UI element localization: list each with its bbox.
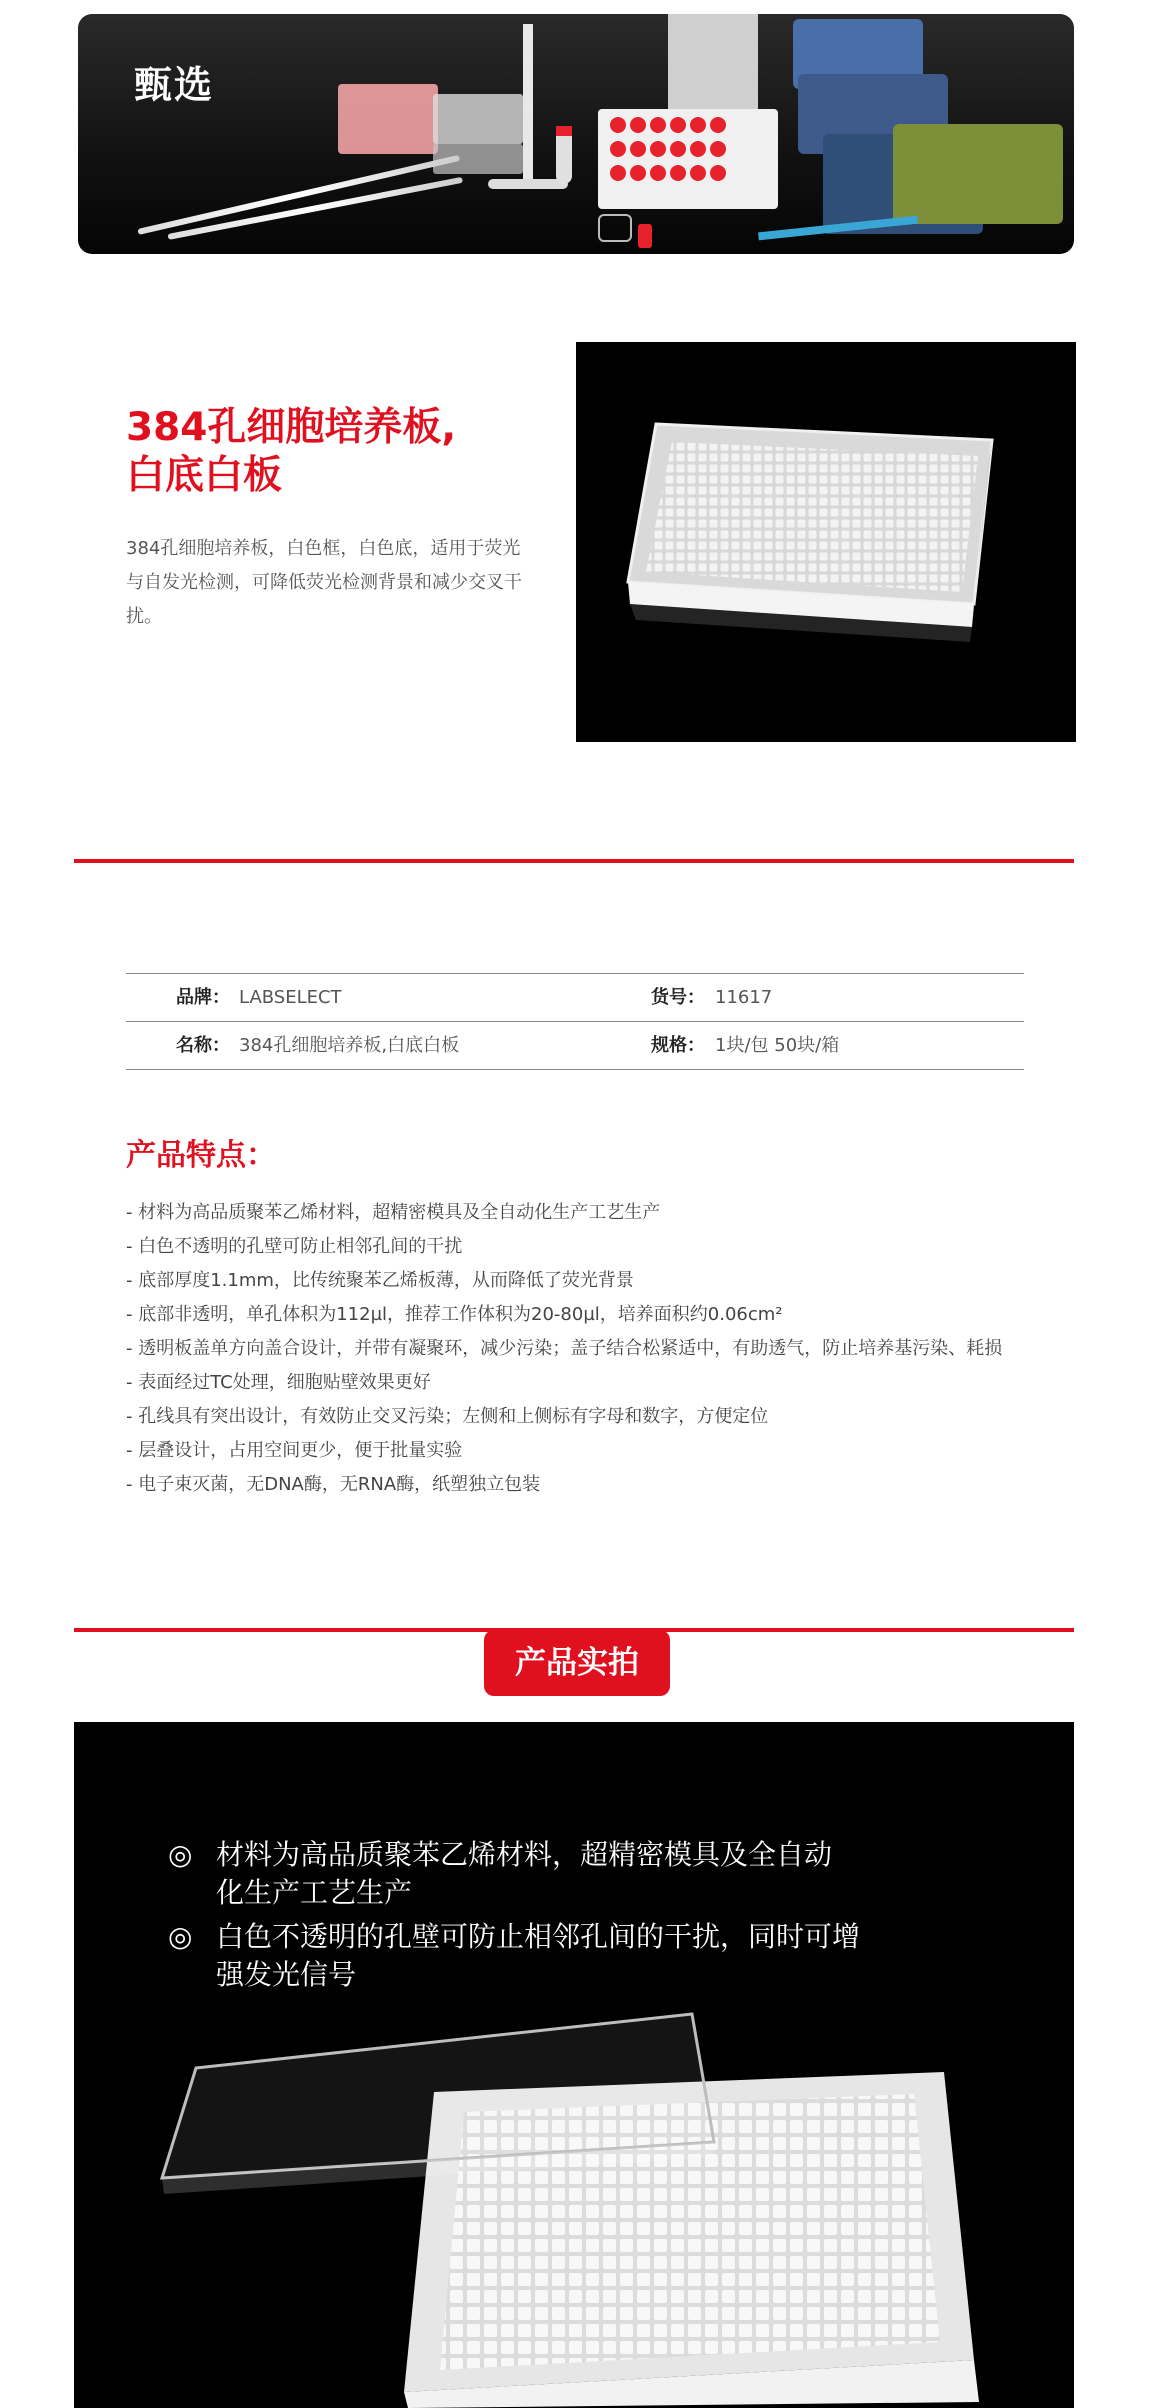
brand-value: LABSELECT (239, 987, 342, 1008)
hero-banner (78, 14, 1074, 254)
feature-item: - 材料为高品质聚苯乙烯材料，超精密模具及全自动化生产工艺生产 (126, 1202, 661, 1223)
product-title (126, 404, 526, 500)
bullet-text: 白色不透明的孔壁可防止相邻孔间的干扰，同时可增 (216, 1920, 861, 1953)
sku-value: 11617 (715, 987, 773, 1008)
bullet-text: 强发光信号 (216, 1958, 357, 1991)
plate-with-lid-illustration (74, 1982, 1074, 2408)
spec-row (126, 973, 1024, 1021)
plate-illustration (576, 342, 1076, 742)
feature-item: - 底部非透明，单孔体积为112µl，推荐工作体积为20-80µl，培养面积约0.06cm² (126, 1304, 783, 1325)
feature-item: - 层叠设计，占用空间更少，便于批量实验 (126, 1440, 463, 1461)
section-divider (74, 859, 1074, 863)
product-title-line2: 白底白板 (126, 453, 283, 498)
spec-table (126, 973, 1024, 1070)
product-title-line1: 384孔细胞培养板, (126, 405, 457, 450)
product-image (576, 342, 1076, 742)
bullet-icon: ◎ (168, 1838, 193, 1871)
product-photo-section (74, 1722, 1074, 2408)
spec-row (126, 1021, 1024, 1070)
feature-item: - 表面经过TC处理，细胞贴壁效果更好 (126, 1372, 431, 1393)
feature-item: - 孔线具有突出设计，有效防止交叉污染；左侧和上侧标有字母和数字，方便定位 (126, 1406, 769, 1427)
feature-item: - 底部厚度1.1mm，比传统聚苯乙烯板薄，从而降低了荧光背景 (126, 1270, 634, 1291)
features-list (126, 1196, 1146, 1502)
spec-value: 1块/包 50块/箱 (715, 1035, 840, 1056)
bullet-text: 材料为高品质聚苯乙烯材料，超精密模具及全自动 (216, 1838, 833, 1871)
product-description: 384孔细胞培养板，白色框，白色底，适用于荧光与自发光检测，可降低荧光检测背景和减少交叉干扰。 (126, 538, 522, 627)
brand-label: 品牌： (176, 987, 230, 1008)
features-title: 产品特点： (126, 1138, 276, 1173)
feature-item: - 透明板盖单方向盖合设计，并带有凝聚环，减少污染；盖子结合松紧适中，有助透气，防止培养基污染、耗损 (126, 1338, 1003, 1359)
name-label: 名称： (176, 1035, 230, 1056)
lab-products-illustration (78, 14, 1074, 254)
name-value: 384孔细胞培养板,白底白板 (239, 1035, 460, 1056)
brand-logo: 甄选 (134, 63, 215, 107)
bullet-icon: ◎ (168, 1920, 193, 1953)
sku-label: 货号： (651, 987, 705, 1008)
spec-label: 规格： (651, 1035, 705, 1056)
feature-item: - 电子束灭菌，无DNA酶，无RNA酶，纸塑独立包装 (126, 1474, 541, 1495)
feature-item: - 白色不透明的孔壁可防止相邻孔间的干扰 (126, 1236, 463, 1257)
section-badge: 产品实拍 (484, 1630, 670, 1696)
bullet-text: 化生产工艺生产 (216, 1876, 413, 1909)
